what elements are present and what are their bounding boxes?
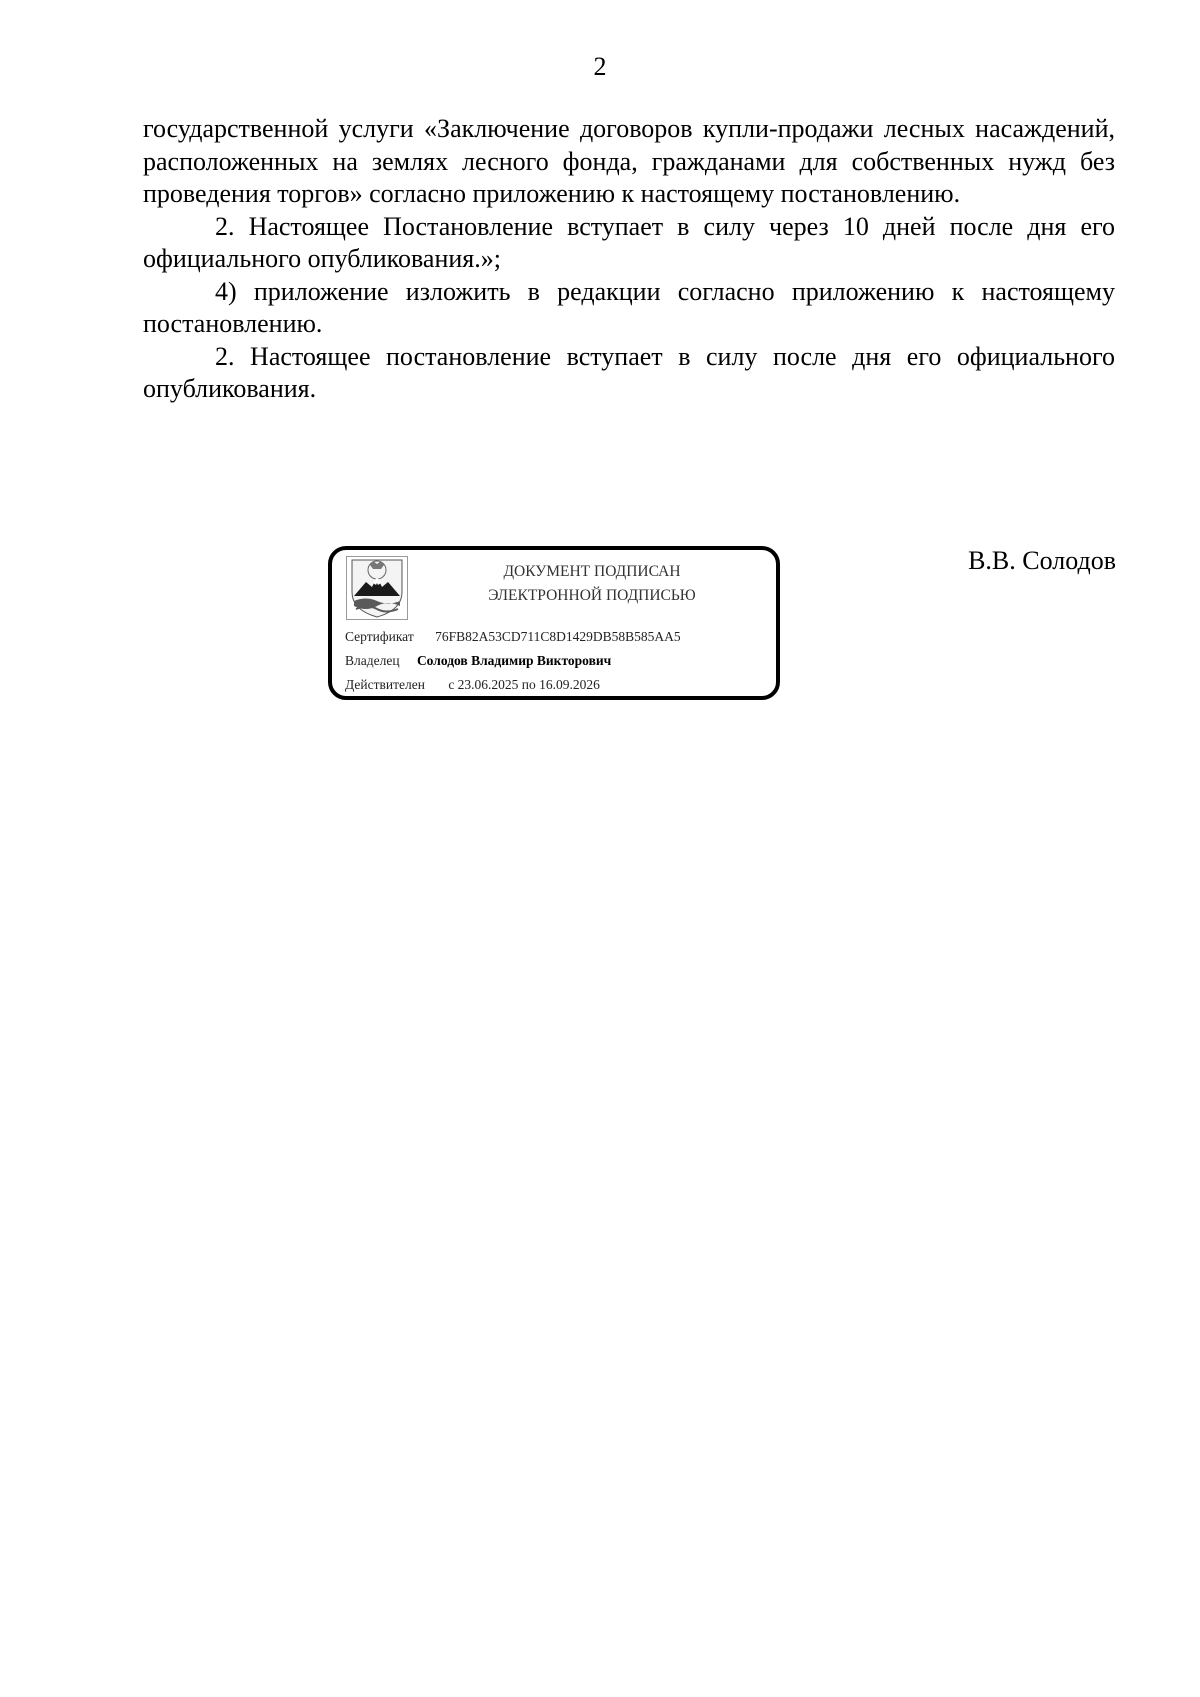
stamp-title (442, 560, 742, 608)
stamp-validity-row (345, 676, 600, 694)
certificate-value: 76FB82A53CD711C8D1429DB58B585AA5 (435, 629, 681, 644)
paragraph-final-clause: 2. Настоящее постановление вступает в силу после дня его официального опубликования. (143, 341, 1115, 403)
paragraph-continuation: государственной услуги «Заключение договоров купли-продажи лесных насаждений, расположенных на землях лесного фонда, гражданами для собственных нужд без проведения торгов» согласно приложению к настоящему постановлению. (143, 114, 1115, 208)
validity-label: Действителен (345, 677, 425, 692)
stamp-title-line-2: ЭЛЕКТРОННОЙ ПОДПИСЬЮ (488, 587, 696, 604)
paragraph-appendix-clause: 4) приложение изложить в редакции согласно приложению к настоящему постановлению. (143, 276, 1115, 338)
owner-label: Владелец (345, 653, 400, 668)
owner-value: Солодов Владимир Викторович (416, 653, 612, 668)
stamp-title-line-1: ДОКУМЕНТ ПОДПИСАН (503, 563, 681, 580)
certificate-label: Сертификат (345, 629, 414, 644)
stamp-certificate-row (345, 628, 681, 646)
stamp-owner-row (345, 652, 611, 670)
validity-value: с 23.06.2025 по 16.09.2026 (448, 677, 600, 692)
paragraph-effective-clause: 2. Настоящее Постановление вступает в силу через 10 дней после дня его официального опубликования.»; (143, 211, 1115, 273)
page-number: 2 (593, 52, 607, 81)
signatory-name: В.В. Солодов (968, 546, 1116, 575)
kamchatka-coat-of-arms-icon (346, 556, 408, 620)
electronic-signature-stamp (328, 546, 780, 700)
document-body (143, 113, 1115, 406)
